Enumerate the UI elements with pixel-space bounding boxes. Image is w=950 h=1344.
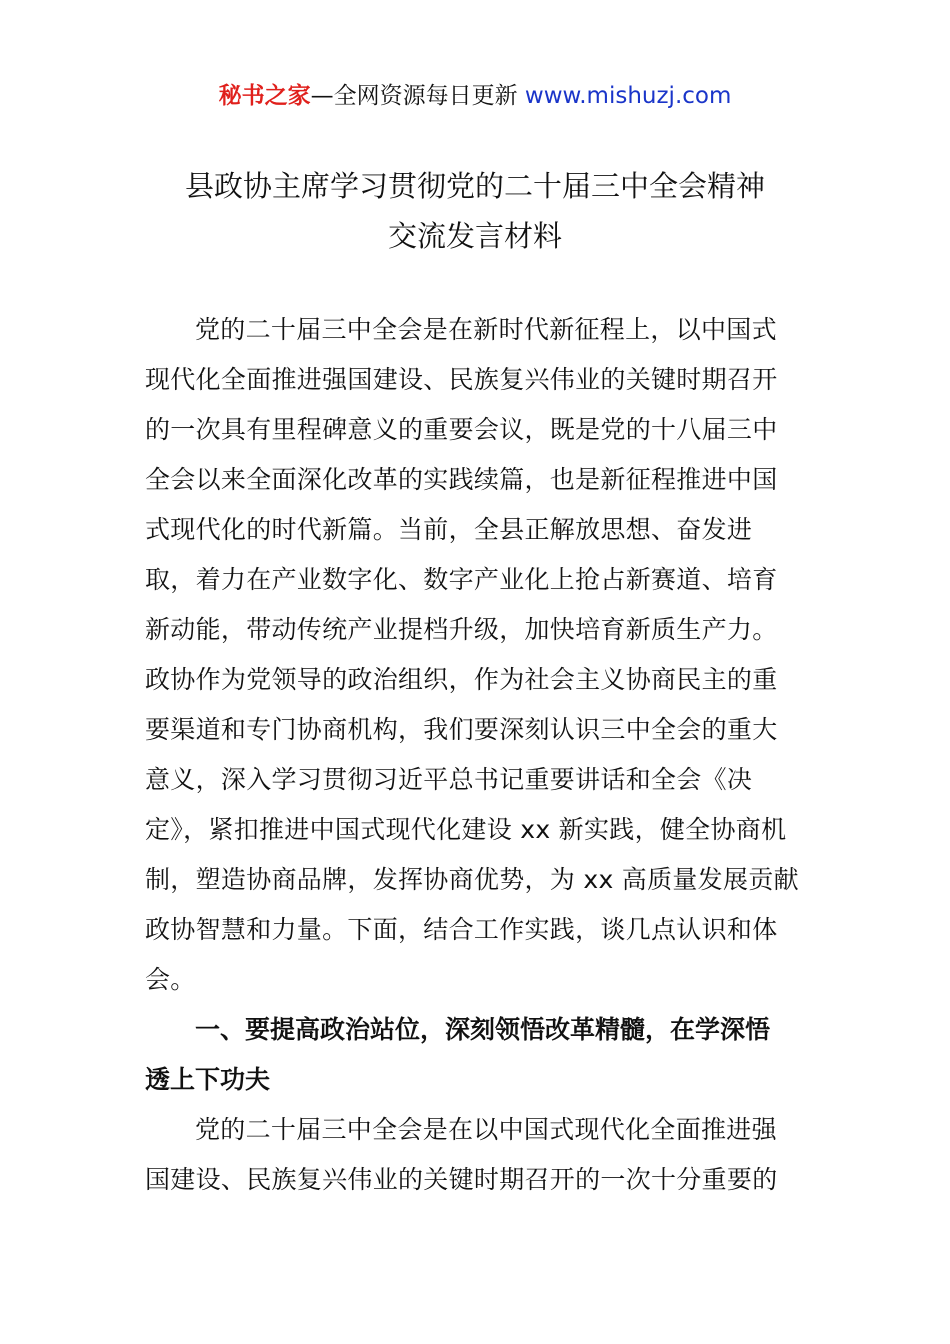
document-title: [120, 161, 830, 261]
site-brand: 秘书之家: [218, 83, 311, 109]
text-line: 现代化全面推进强国建设、民族复兴伟业的关键时期召开: [145, 365, 778, 394]
text-line: 全会以来全面深化改革的实践续篇，也是新征程推进中国: [145, 465, 778, 494]
text-line: 新动能，带动传统产业提档升级，加快培育新质生产力。: [145, 615, 778, 644]
site-tagline: —全网资源每日更新: [310, 83, 518, 109]
text-line: 国建设、民族复兴伟业的关键时期召开的一次十分重要的: [145, 1165, 778, 1194]
text-line: 政协作为党领导的政治组织，作为社会主义协商民主的重: [145, 665, 778, 694]
text-line: 取，着力在产业数字化、数字产业化上抢占新赛道、培育: [145, 565, 778, 594]
text-line: 会。: [145, 965, 196, 994]
text-line: 制，塑造协商品牌，发挥协商优势，为 xx 高质量发展贡献: [145, 865, 799, 894]
title-line-1: 县政协主席学习贯彻党的二十届三中全会精神: [184, 169, 765, 203]
section-1-paragraph: [145, 1105, 805, 1205]
text-line: 党的二十届三中全会是在新时代新征程上，以中国式: [195, 315, 777, 344]
text-line: 的一次具有里程碑意义的重要会议，既是党的十八届三中: [145, 415, 778, 444]
document-body: [145, 305, 805, 1205]
text-line: 政协智慧和力量。下面，结合工作实践，谈几点认识和体: [145, 915, 778, 944]
section-1-heading: [145, 1005, 805, 1105]
site-url-link[interactable]: www.mishuzj.com: [524, 83, 732, 109]
intro-paragraph: [145, 305, 805, 1005]
text-line: 意义，深入学习贯彻习近平总书记重要讲话和全会《决: [145, 765, 753, 794]
site-header: [0, 80, 950, 112]
text-line: 党的二十届三中全会是在以中国式现代化全面推进强: [195, 1115, 777, 1144]
heading-line: 一、要提高政治站位，深刻领悟改革精髓，在学深悟: [195, 1015, 771, 1044]
text-line: 定》，紧扣推进中国式现代化建设 xx 新实践，健全协商机: [145, 815, 787, 844]
heading-line: 透上下功夫: [145, 1065, 271, 1094]
title-line-2: 交流发言材料: [387, 219, 562, 253]
text-line: 要渠道和专门协商机构，我们要深刻认识三中全会的重大: [145, 715, 778, 744]
text-line: 式现代化的时代新篇。当前，全县正解放思想、奋发进: [145, 515, 753, 544]
